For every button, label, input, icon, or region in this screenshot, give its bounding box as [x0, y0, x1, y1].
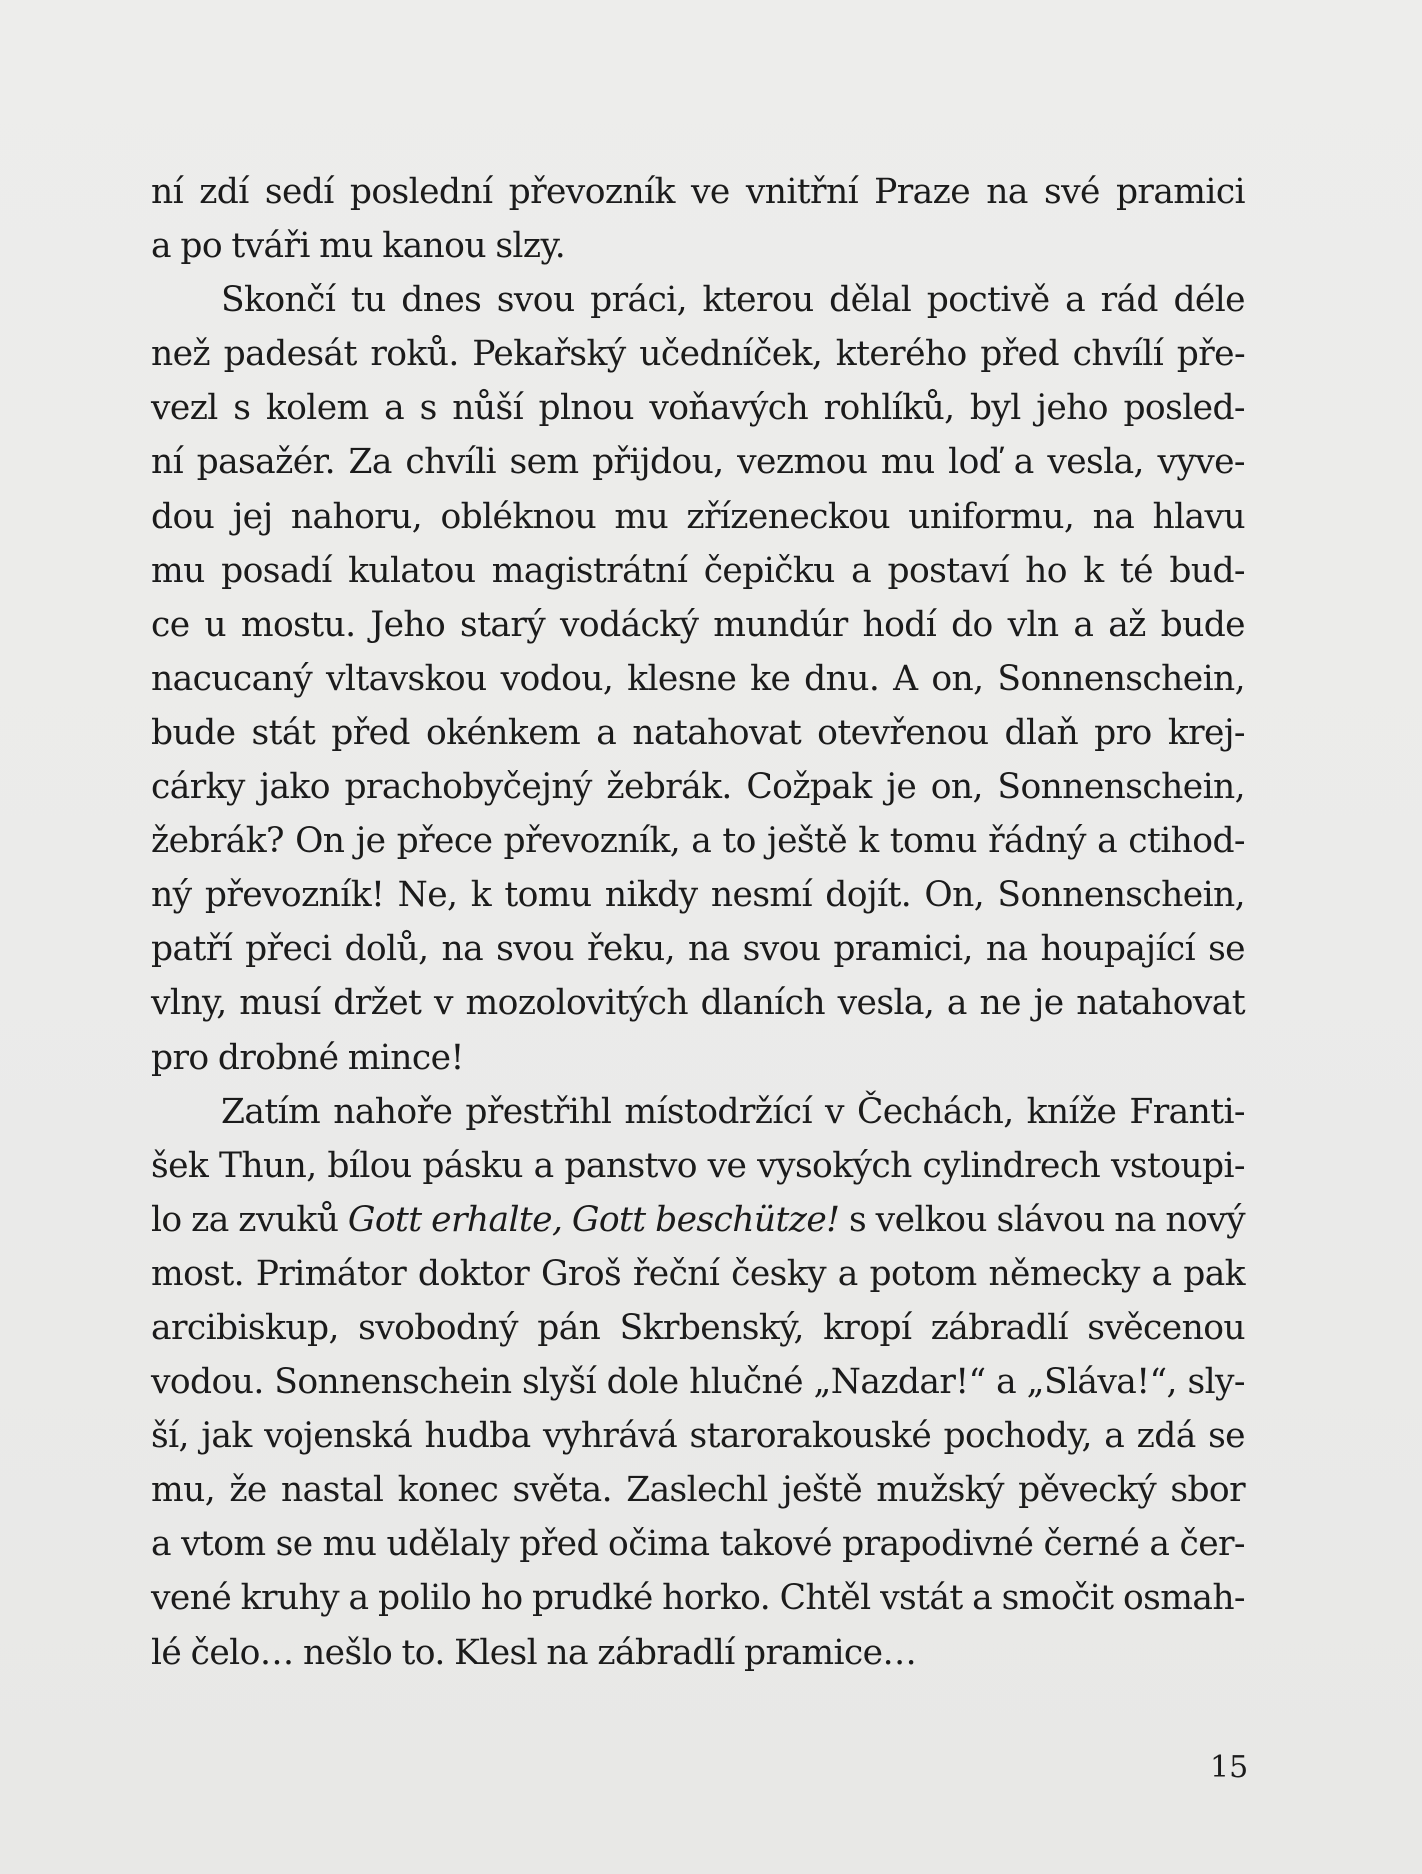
song-title: Gott erhalte, Gott beschütze!: [347, 1199, 840, 1240]
text-line: lo za zvuků Gott erhalte, Gott beschütze! s velkou slávou na nový: [151, 1199, 1245, 1240]
text-line: ný převozník! Ne, k tomu nikdy nesmí dojít. On, Sonnenschein,: [151, 875, 1245, 916]
text-line: a po tváři mu kanou slzy.: [151, 226, 566, 267]
text-line: než padesát roků. Pekařský učedníček, kterého před chvílí pře-: [151, 334, 1245, 375]
text-line: a vtom se mu udělaly před očima takové prapodivné černé a čer-: [151, 1524, 1245, 1565]
page-number: 15: [1210, 1750, 1249, 1785]
text-line: šek Thun, bílou pásku a panstvo ve vysokých cylindrech vstoupi-: [151, 1145, 1245, 1186]
text-line: pro drobné mince!: [151, 1037, 464, 1078]
text-line: patří přeci dolů, na svou řeku, na svou pramici, na houpající se: [151, 929, 1245, 970]
text-line: arcibiskup, svobodný pán Skrbenský, kropí zábradlí svěcenou: [151, 1307, 1245, 1348]
text-line: ší, jak vojenská hudba vyhrává starorakouské pochody, a zdá se: [151, 1416, 1245, 1457]
text-line: dou jej nahoru, obléknou mu zřízeneckou uniformu, na hlavu: [151, 496, 1245, 537]
text-line: vezl s kolem a s nůší plnou voňavých rohlíků, byl jeho posled-: [151, 388, 1245, 429]
text-line: bude stát před okénkem a natahovat otevřenou dlaň pro krej-: [151, 712, 1245, 753]
text-line: cárky jako prachobyčejný žebrák. Cožpak je on, Sonnenschein,: [151, 767, 1245, 808]
text-line: lé čelo… nešlo to. Klesl na zábradlí pramice…: [151, 1632, 917, 1673]
text-line: žebrák? On je přece převozník, a to ještě k tomu řádný a ctihod-: [151, 821, 1245, 862]
text-line: vené kruhy a polilo ho prudké horko. Chtěl vstát a smočit osmah-: [151, 1578, 1245, 1619]
text-line: nacucaný vltavskou vodou, klesne ke dnu. A on, Sonnenschein,: [151, 658, 1245, 699]
text-line: ce u mostu. Jeho starý vodácký mundúr hodí do vln a až bude: [151, 604, 1245, 645]
text-line: Skončí tu dnes svou práci, kterou dělal poctivě a rád déle: [221, 280, 1245, 321]
text-line: ní zdí sedí poslední převozník ve vnitřní Praze na své pramici: [151, 172, 1245, 212]
text-line: Zatím nahoře přestřihl místodržící v Čechách, kníže Franti-: [221, 1091, 1245, 1132]
text-line: vodou. Sonnenschein slyší dole hlučné „Nazdar!“ a „Sláva!“, sly-: [151, 1362, 1245, 1403]
text-line: most. Primátor doktor Groš řeční česky a potom německy a pak: [151, 1253, 1245, 1294]
text-line: mu, že nastal konec světa. Zaslechl ještě mužský pěvecký sbor: [151, 1470, 1245, 1511]
text-line: vlny, musí držet v mozolovitých dlaních vesla, a ne je natahovat: [151, 983, 1245, 1024]
text-line: ní pasažér. Za chvíli sem přijdou, vezmou mu loď a vesla, vyve-: [151, 442, 1245, 483]
text-line: mu posadí kulatou magistrátní čepičku a postaví ho k té bud-: [151, 550, 1245, 591]
body-text: [151, 165, 1245, 1680]
